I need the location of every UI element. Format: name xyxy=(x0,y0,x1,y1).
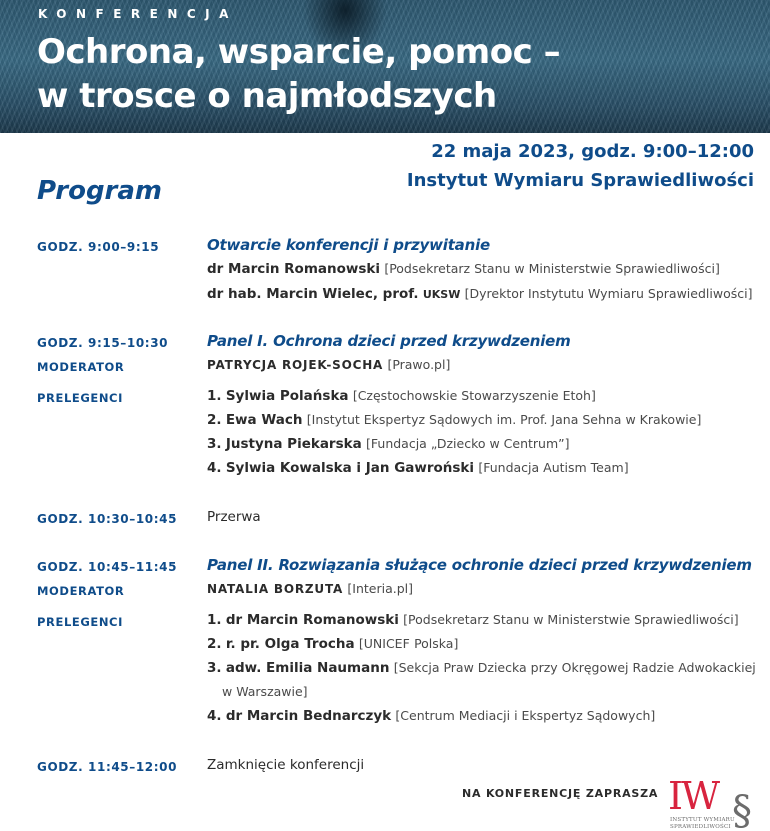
panel2-time: GODZ. 10:45–11:45 xyxy=(37,560,178,574)
title-line-1: Ochrona, wsparcie, pomoc – xyxy=(37,32,561,72)
speaker-number: 4. xyxy=(207,460,222,476)
speaker-number: 1. xyxy=(207,612,222,628)
speaker-affiliation: [Podsekretarz Stanu w Ministerstwie Sprawiedliwości] xyxy=(384,261,720,276)
panel2-moderator xyxy=(207,581,413,597)
speaker-name: Ewa Wach xyxy=(225,412,303,428)
opening-time: GODZ. 9:00–9:15 xyxy=(37,240,160,254)
moderator-name: PATRYCJA ROJEK-SOCHA xyxy=(207,358,384,372)
section-sign-icon: § xyxy=(732,788,752,831)
speaker-number: 2. xyxy=(207,412,222,428)
kicker: KONFERENCJA xyxy=(38,7,238,21)
speaker-affiliation: [Fundacja Autism Team] xyxy=(478,460,629,475)
panel1-speaker xyxy=(207,460,629,476)
panel1-speaker xyxy=(207,412,701,428)
program-heading: Program xyxy=(37,176,163,206)
speaker-name-suffix: UKSW xyxy=(422,288,461,301)
event-venue: Instytut Wymiaru Sprawiedliwości xyxy=(406,170,754,191)
opening-speaker xyxy=(207,286,752,302)
speaker-affiliation: [Instytut Ekspertyz Sądowych im. Prof. Jana Sehna w Krakowie] xyxy=(306,412,702,427)
speaker-number: 4. xyxy=(207,708,222,724)
panel2-speaker xyxy=(207,660,756,676)
panel1-title: Panel I. Ochrona dzieci przed krzywdzeniem xyxy=(207,332,571,350)
moderator-affiliation: [Prawo.pl] xyxy=(387,357,451,372)
speaker-affiliation: [Częstochowskie Stowarzyszenie Etoh] xyxy=(352,388,596,403)
panel2-speaker xyxy=(207,612,739,628)
speaker-affiliation: Polska] xyxy=(414,636,459,651)
logo-subtitle xyxy=(670,817,740,830)
speaker-number: 3. xyxy=(207,660,222,676)
page-title xyxy=(37,30,737,118)
iws-logo xyxy=(668,774,768,831)
break-time: GODZ. 10:30–10:45 xyxy=(37,512,178,526)
panel2-moderator-label: MODERATOR xyxy=(37,584,125,598)
speaker-name: dr hab. Marcin Wielec, prof. xyxy=(207,286,419,302)
panel1-moderator xyxy=(207,357,450,373)
logo-subtitle-line: SPRAWIEDLIWOŚCI xyxy=(670,823,731,830)
hero-banner xyxy=(0,0,770,133)
speaker-affiliation: w Warszawie] xyxy=(222,684,308,699)
speaker-name: Sylwia Polańska xyxy=(225,388,349,404)
speaker-name: dr Marcin Romanowski xyxy=(225,612,399,628)
opening-speaker xyxy=(207,261,720,277)
logo-subtitle-line: INSTYTUT WYMIARU xyxy=(670,817,735,823)
moderator-name: NATALIA BORZUTA xyxy=(207,582,344,596)
speaker-name: Justyna Piekarska xyxy=(225,436,362,452)
opening-title: Otwarcie konferencji i przywitanie xyxy=(207,236,490,254)
panel1-speakers-label: PRELEGENCI xyxy=(37,391,123,405)
panel1-moderator-label: MODERATOR xyxy=(37,360,125,374)
closing-time: GODZ. 11:45–12:00 xyxy=(37,760,178,774)
speaker-affiliation: [Podsekretarz Stanu w Ministerstwie Sprawiedliwości] xyxy=(403,612,739,627)
invite-text: NA KONFERENCJĘ ZAPRASZA xyxy=(462,787,659,800)
speaker-name: adw. Emilia Naumann xyxy=(225,660,390,676)
speaker-name: dr Marcin Romanowski xyxy=(207,261,381,277)
panel1-time: GODZ. 9:15–10:30 xyxy=(37,336,169,350)
panel2-title: Panel II. Rozwiązania służące ochronie dzieci przed krzywdzeniem xyxy=(207,556,752,574)
moderator-affiliation: [Interia.pl] xyxy=(347,581,413,596)
panel2-speaker xyxy=(207,708,655,724)
speaker-affiliation: [Fundacja „Dziecko w Centrum”] xyxy=(366,436,570,451)
speaker-affiliation: [Centrum Mediacji i Ekspertyz Sądowych] xyxy=(395,708,656,723)
panel1-speaker xyxy=(207,436,570,452)
title-line-2: w trosce o najmłodszych xyxy=(37,76,497,116)
panel2-speakers-label: PRELEGENCI xyxy=(37,615,123,629)
panel2-speaker xyxy=(207,636,458,652)
speaker-name: r. pr. Olga Trocha xyxy=(225,636,355,652)
panel2-speaker-continuation xyxy=(222,684,308,700)
speaker-affiliation-prefix: [UNICEF xyxy=(358,636,410,651)
logo-letters: IW xyxy=(668,774,719,818)
closing-title: Zamknięcie konferencji xyxy=(207,757,365,773)
speaker-number: 2. xyxy=(207,636,222,652)
speaker-number: 1. xyxy=(207,388,222,404)
panel1-speaker xyxy=(207,388,596,404)
speaker-affiliation: [Dyrektor Instytutu Wymiaru Sprawiedliwości] xyxy=(464,286,753,301)
event-date: 22 maja 2023, godz. 9:00–12:00 xyxy=(431,141,754,162)
break-title: Przerwa xyxy=(207,509,261,525)
speaker-affiliation: [Sekcja Praw Dziecka przy Okręgowej Radzie Adwokackiej xyxy=(393,660,756,675)
speaker-number: 3. xyxy=(207,436,222,452)
speaker-name: dr Marcin Bednarczyk xyxy=(225,708,392,724)
speaker-name: Sylwia Kowalska i Jan Gawroński xyxy=(225,460,475,476)
